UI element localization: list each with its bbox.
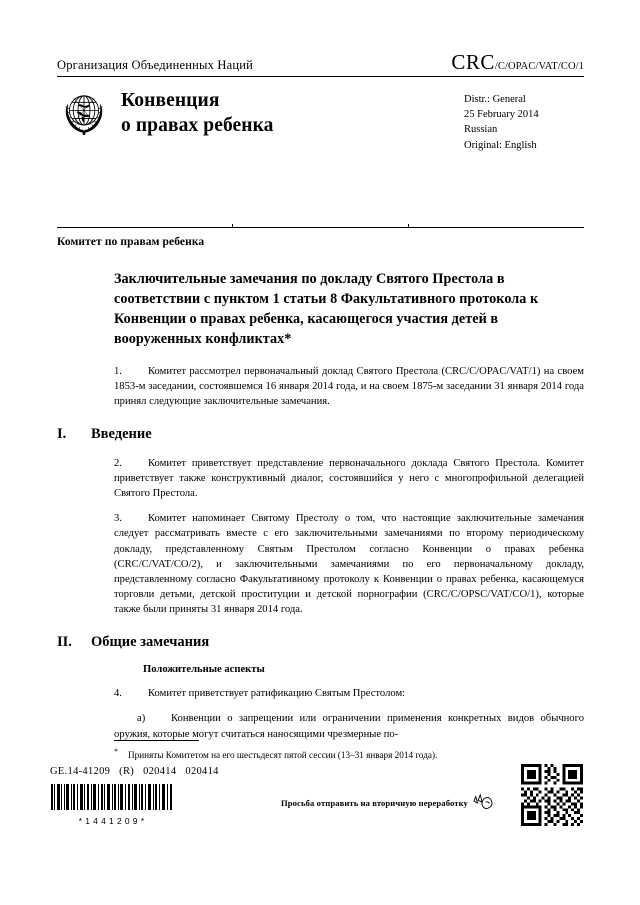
distribution-block — [464, 84, 584, 153]
divider-tick-right — [408, 224, 409, 228]
section-2-numeral: II. — [57, 634, 72, 651]
document-symbol-main: CRC — [451, 50, 495, 74]
subparagraph-a — [114, 711, 584, 741]
paragraph-4-text: Комитет приветствует ратификацию Святым Престолом: — [148, 688, 406, 700]
paragraph-1 — [114, 364, 584, 409]
section-1-heading — [57, 425, 584, 443]
un-emblem-icon — [57, 85, 111, 139]
section-general-observations — [57, 634, 584, 741]
ge-language: (R) — [119, 766, 135, 777]
section-1-numeral: I. — [57, 425, 67, 442]
section-2-body — [86, 664, 584, 741]
distribution-line-1: 25 February 2014 — [464, 109, 539, 121]
ge-number: GE.14-41209 — [50, 766, 111, 777]
qr-code — [521, 764, 583, 826]
footnote-divider — [114, 740, 199, 741]
footnote-marker: * — [114, 747, 118, 756]
footnote-area — [114, 740, 584, 761]
barcode-value: *1441209* — [78, 816, 148, 826]
ge-date-2: 020414 — [185, 766, 219, 777]
paragraph-2-text: Комитет приветствует представление первоначального доклада Святого Престола. Комитет приветствует также конструктивный диалог, состоявшийся у него с многопрофильной делегацией Святого Престола. — [114, 457, 584, 500]
convention-title-line2: о правах ребенка — [121, 114, 274, 136]
barcode — [50, 784, 174, 826]
organization-name: Организация Объединенных Наций — [57, 58, 254, 72]
page-title: Заключительные замечания по докладу Святого Престола в соответствии с пунктом 1 статьи 8 Факультативного протокола к Конвенции о правах ребенка, касающегося участия детей в вооруженных конфликтах* — [114, 271, 539, 347]
recycling-text: Просьба отправить на вторичную переработку — [281, 798, 468, 808]
distribution-line-3: Original: English — [464, 139, 537, 151]
document-symbol — [451, 52, 584, 73]
paragraph-3 — [114, 511, 584, 617]
title-block — [114, 270, 584, 409]
divider-tick-left — [232, 224, 233, 228]
masthead-divider — [57, 76, 584, 77]
document-masthead — [57, 52, 584, 153]
paragraph-4-number: 4. — [114, 688, 122, 700]
paragraph-4 — [114, 686, 584, 701]
footnote-text: Приняты Комитетом на его шестьдесят пятой сессии (13–31 января 2014 года). — [128, 750, 438, 761]
ge-number-line — [50, 766, 219, 777]
body-divider — [57, 227, 584, 228]
document-symbol-suffix: /C/OPAC/VAT/CO/1 — [494, 61, 584, 72]
section-2-subheading: Положительные аспекты — [143, 664, 265, 676]
document-content — [57, 236, 584, 752]
convention-brand — [57, 84, 274, 139]
barcode-bars-icon — [50, 784, 174, 810]
paragraph-3-text: Комитет напоминает Святому Престолу о том, что настоящие заключительные замечания следует рассматривать вместе с его заключительными замечаниями по второму периодическому докладу, представленному Святым Престолом согласно Конвенции о правах ребенка (CRC/C/VAT/CO/2), и заключительными замечаниями по его первоначальному докладу, представленному согласно Факультативному протоколу к Конвенции о правах ребенка, касающемуся торговли детьми, детской проституции и детской порнографии (CRC/C/OPSC/VAT/CO/1), которые также были приняты 31 января 2014 года. — [114, 513, 584, 616]
convention-title — [121, 84, 274, 139]
masthead-top-row — [57, 52, 584, 76]
paragraph-3-number: 3. — [114, 513, 122, 525]
recycling-leaves-icon — [472, 793, 494, 813]
committee-name: Комитет по правам ребенка — [57, 236, 205, 248]
masthead-body-row — [57, 84, 584, 153]
section-introduction — [57, 425, 584, 617]
footnote — [114, 747, 584, 761]
distribution-line-0: Distr.: General — [464, 94, 526, 105]
section-2-paragraphs — [114, 686, 584, 741]
ge-date-1: 020414 — [143, 766, 177, 777]
paragraph-1-text: Комитет рассмотрел первоначальный доклад Святого Престола (CRC/C/OPAC/VAT/1) на своем 1853-м заседании, состоявшемся 16 января 2014 года, и на своем 1875-м заседании 31 января 2014 года принял следующие заключительные замечания. — [114, 365, 584, 407]
paragraph-2 — [114, 456, 584, 501]
section-2-heading — [57, 634, 584, 651]
section-2-title: Общие замечания — [91, 634, 210, 651]
recycling-notice — [281, 793, 494, 813]
section-1-body — [114, 456, 584, 617]
distribution-line-2: Russian — [464, 124, 498, 136]
convention-title-line1: Конвенция — [121, 90, 220, 111]
subparagraph-a-letter: a) — [137, 713, 146, 725]
section-1-title: Введение — [91, 425, 152, 442]
paragraph-1-number: 1. — [114, 365, 122, 377]
paragraph-2-number: 2. — [114, 457, 122, 469]
subparagraph-a-text: Конвенции о запрещении или ограничении применения конкретных видов обычного оружия, которые могут считаться наносящими чрезмерные по- — [114, 713, 584, 740]
